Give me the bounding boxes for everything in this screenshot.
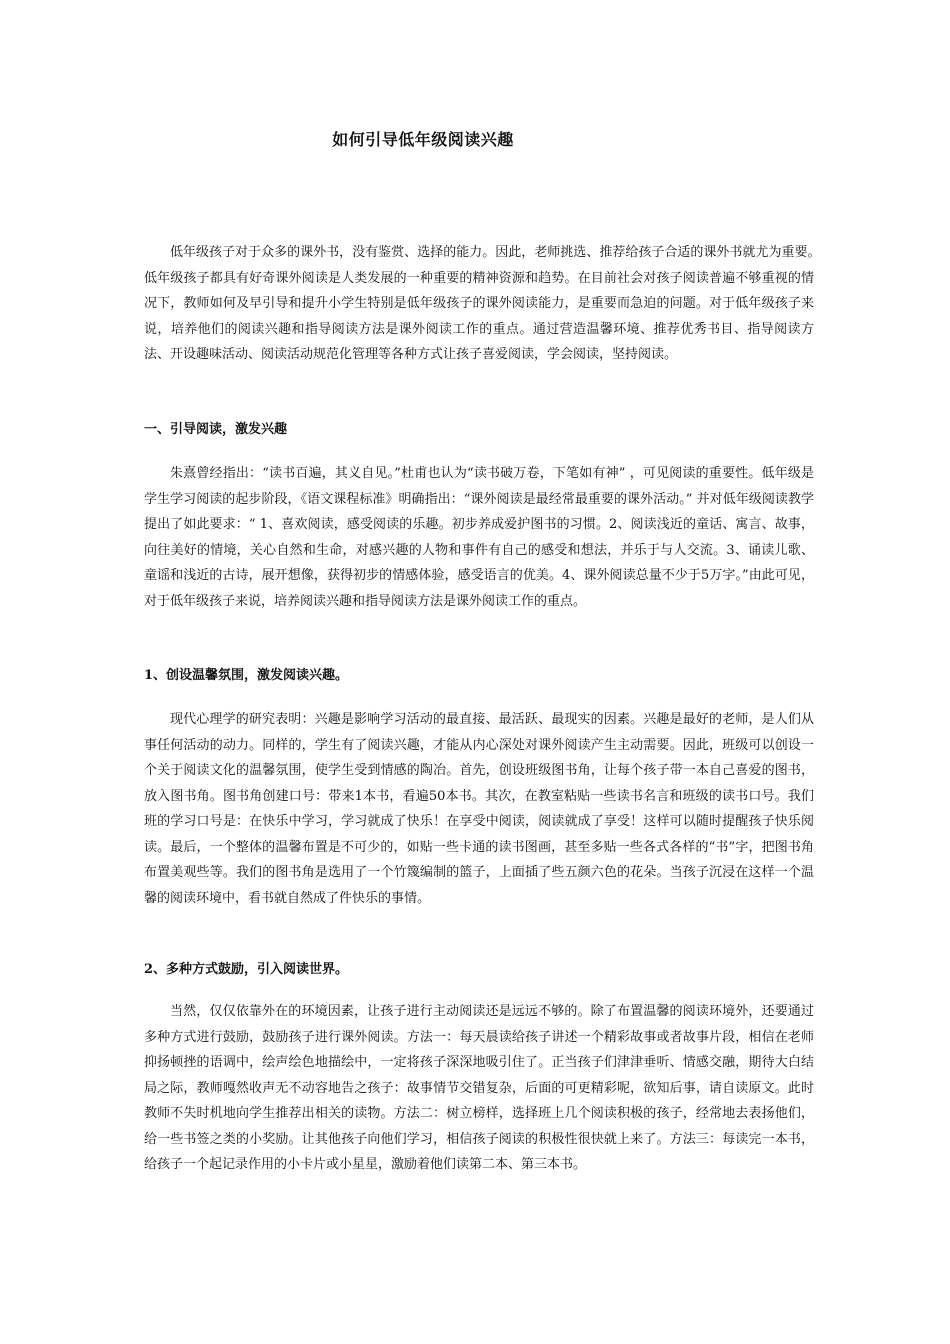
subsection-heading-1: 1、创设温馨氛围，激发阅读兴趣。 xyxy=(144,668,349,683)
subsection-heading-2: 2、多种方式鼓励，引入阅读世界。 xyxy=(144,962,349,977)
section-1-paragraph: 朱熹曾经指出：“读书百遍，其义自见。”杜甫也认为“读书破万卷，下笔如有神” ，可见阅读的重要性。低年级是学生学习阅读的起步阶段，《语文课程标准》明确指出：“课外阅读是最经常最重要的课外活动。” 并对低年级阅读教学提出了如此要求：“ 1、喜欢阅读，感受阅读的乐趣。初步养成爱护图书的习惯。2、阅读浅近的童话、寓言、故事，向往美好的情境，关心自然和生命，对感兴趣的人物和事件有自己的感受和想法，并乐于与人交流。3、诵读儿歌、童谣和浅近的古诗，展开想像，获得初步的情感体验，感受语言的优美。4、课外阅读总量不少于5万字。”由此可见，对于低年级孩子来说，培养阅读兴趣和指导阅读方法是课外阅读工作的重点。 xyxy=(144,466,814,609)
subsection-1-paragraph: 现代心理学的研究表明：兴趣是影响学习活动的最直接、最活跃、最现实的因素。兴趣是最好的老师，是人们从事任何活动的动力。同样的，学生有了阅读兴趣，才能从内心深处对课外阅读产生主动需要。因此，班级可以创设一个关于阅读文化的温馨氛围，使学生受到情感的陶冶。首先，创设班级图书角，让每个孩子带一本自己喜爱的图书，放入图书角。图书角创建口号：带来1本书，看遍50本书。其次，在教室粘贴一些读书名言和班级的读书口号。我们班的学习口号是：在快乐中学习，学习就成了快乐！在享受中阅读，阅读就成了享受！这样可以随时提醒孩子快乐阅读。最后，一个整体的温馨布置是不可少的，如贴一些卡通的读书图画，甚至多贴一些各式各样的“书”字，把图书角布置美观些等。我们的图书角是选用了一个竹篾编制的篮子，上面插了些五颜六色的花朵。当孩子沉浸在这样一个温馨的阅读环境中，看书就自然成了件快乐的事情。 xyxy=(144,712,814,906)
intro-paragraph: 低年级孩子对于众多的课外书，没有鉴赏、选择的能力。因此，老师挑选、推荐给孩子合适的课外书就尤为重要。 低年级孩子都具有好奇课外阅读是人类发展的一种重要的精神资源和趋势。在目前社会对孩子阅读普遍不够重视的情况下，教师如何及早引导和提升小学生特别是低年级孩子的课外阅读能力，是重要而急迫的问题。对于低年级孩子来说，培养他们的阅读兴趣和指导阅读方法是课外阅读工作的重点。通过营造温馨环境、推荐优秀书目、指导阅读方法、开设趣味活动、阅读活动规范化管理等各种方式让孩子喜爱阅读，学会阅读，坚持阅读。 xyxy=(144,245,828,362)
document-title: 如何引导低年级阅读兴趣 xyxy=(332,130,514,149)
section-heading-1: 一、引导阅读，激发兴趣 xyxy=(144,422,288,437)
subsection-2-paragraph: 当然，仅仅依靠外在的环境因素，让孩子进行主动阅读还是远远不够的。除了布置温馨的阅读环境外，还要通过多种方式进行鼓励，鼓励孩子进行课外阅读。方法一：每天晨读给孩子讲述一个精彩故事或者故事片段，相信在老师抑扬顿挫的语调中，绘声绘色地描绘中，一定将孩子深深地吸引住了。正当孩子们津津垂听、情感交融，期待大白结局之际，教师嘎然收声无不动容地告之孩子：故事情节交错复杂，后面的可更精彩呢，欲知后事，请自读原文。此时教师不失时机地向学生推荐出相关的读物。方法二：树立榜样，选择班上几个阅读积极的孩子，经常地去表扬他们，给一些书签之类的小奖励。让其他孩子向他们学习，相信孩子阅读的积极性很快就上来了。方法三：每读完一本书，给孩子一个起记录作用的小卡片或小星星，激励着他们读第二本、第三本书。 xyxy=(144,1004,814,1172)
